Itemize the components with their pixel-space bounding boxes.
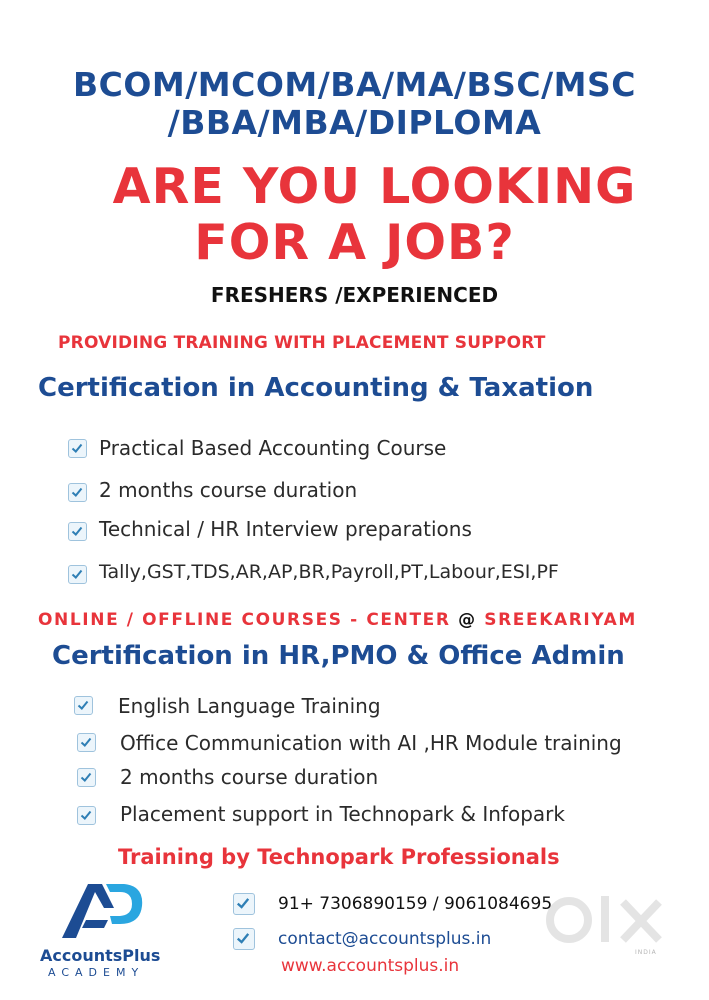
- checkbox-icon: [74, 696, 93, 715]
- course2-item: Placement support in Technopark & Infopark: [120, 802, 565, 826]
- olx-region: INDIA: [635, 949, 657, 956]
- audience-label: FRESHERS /EXPERIENCED: [210, 283, 499, 307]
- checkbox-icon: [233, 928, 255, 950]
- headline-line-1: ARE YOU LOOKING: [112, 158, 637, 215]
- degrees-line-1: BCOM/MCOM/BA/MA/BSC/MSC: [72, 65, 636, 104]
- tagline: PROVIDING TRAINING WITH PLACEMENT SUPPORT: [58, 333, 546, 353]
- course1-title: Certification in Accounting & Taxation: [38, 373, 594, 403]
- course2-item: 2 months course duration: [120, 765, 379, 789]
- checkbox-icon: [233, 893, 255, 915]
- checkbox-icon: [68, 439, 87, 458]
- course1-item: Practical Based Accounting Course: [99, 436, 447, 460]
- phone-numbers: 91+ 7306890159 / 9061084695: [278, 894, 553, 914]
- headline-line-2: FOR A JOB?: [194, 214, 515, 271]
- course2-title: Certification in HR,PMO & Office Admin: [52, 641, 625, 671]
- mode-banner: [38, 610, 637, 630]
- at-symbol: @: [458, 610, 477, 630]
- checkbox-icon: [77, 768, 96, 787]
- website-link[interactable]: www.accountsplus.in: [281, 956, 460, 976]
- checkbox-icon: [77, 806, 96, 825]
- course1-item: Technical / HR Interview preparations: [99, 517, 472, 541]
- course1-item: Tally,GST,TDS,AR,AP,BR,Payroll,PT,Labour,ESI,PF: [99, 561, 559, 583]
- mode-banner-location: SREEKARIYAM: [484, 610, 637, 630]
- checkbox-icon: [77, 733, 96, 752]
- mode-banner-text: ONLINE / OFFLINE COURSES - CENTER: [38, 610, 451, 630]
- degrees-line-2: /BBA/MBA/DIPLOMA: [167, 103, 542, 142]
- email-link[interactable]: contact@accountsplus.in: [278, 929, 492, 949]
- checkbox-icon: [68, 522, 87, 541]
- ap-monogram-icon: [58, 880, 146, 940]
- course2-item: Office Communication with AI ,HR Module training: [120, 731, 622, 755]
- checkbox-icon: [68, 565, 87, 584]
- course2-item: English Language Training: [118, 694, 381, 718]
- brand-name: AccountsPlus: [40, 946, 161, 965]
- checkbox-icon: [68, 483, 87, 502]
- course1-item: 2 months course duration: [99, 478, 358, 502]
- brand-subtitle: ACADEMY: [48, 966, 145, 979]
- training-by-label: Training by Technopark Professionals: [118, 845, 560, 869]
